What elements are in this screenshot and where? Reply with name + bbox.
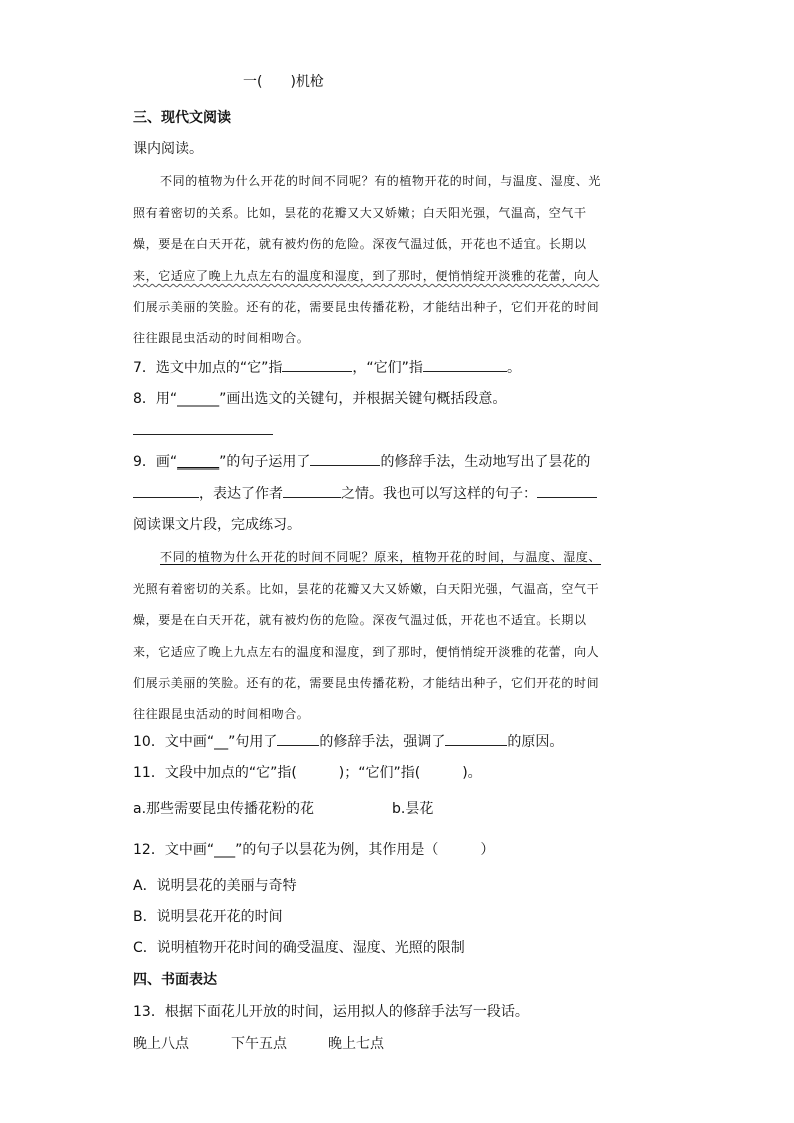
passage1-line-wavy xyxy=(133,270,599,282)
q10-blank-reason[interactable] xyxy=(445,745,507,746)
q7-prefix: 7．选文中加点的“它”指 xyxy=(133,360,283,376)
passage1-line: 不同的植物为什么开花的时间不同呢？有的植物开花的时间，与温度、湿度、光 xyxy=(160,174,602,188)
q10-middle: ”句用了 xyxy=(228,734,278,750)
q10-end: 的原因。 xyxy=(507,734,564,750)
q12-option-b[interactable]: B．说明昙花开花的时间 xyxy=(133,909,283,925)
question-13: 13．根据下面花儿开放的时间，运用拟人的修辞手法写一段话。 xyxy=(133,1004,529,1020)
q9-end: 的修辞手法，生动地写出了昙花的 xyxy=(380,454,591,470)
q12-end: ”的句子以昙花为例，其作用是（ ） xyxy=(235,842,495,858)
q8-answer-line[interactable] xyxy=(133,434,273,435)
q10-blank-rhetoric[interactable] xyxy=(277,745,319,746)
question-7 xyxy=(133,361,521,375)
q9-blank-rhetoric[interactable] xyxy=(310,465,380,466)
question-12 xyxy=(133,843,494,857)
q9-middle: ”的句子运用了 xyxy=(219,454,311,470)
q10-middle-2: 的修辞手法，强调了 xyxy=(319,734,446,750)
passage1-line: 燥，要是在白天开花，就有被灼伤的危险。深夜气温过低，开花也不适宜。长期以 xyxy=(133,237,587,251)
q7-end: 。 xyxy=(506,360,521,376)
q11-option-b[interactable]: b.昙花 xyxy=(392,801,434,817)
passage2-line: 来，它适应了晚上九点左右的温度和湿度，到了那时，便悄悄绽开淡雅的花蕾，向人 xyxy=(133,645,600,659)
subheading-in-class-reading: 课内阅读。 xyxy=(133,141,203,157)
q12-marker: ___ xyxy=(214,842,236,858)
question-9-line-2 xyxy=(133,487,597,501)
passage1-line-text: 来，它适应了晚上九点左右的温度和湿度，到了那时，便悄悄绽开淡雅的花蕾，向人 xyxy=(133,269,600,283)
bloom-time-3: 晚上七点 xyxy=(328,1036,384,1052)
q10-marker: __ xyxy=(214,734,229,750)
passage1-line: 往往跟昆虫活动的时间相吻合。 xyxy=(133,331,310,345)
question-11: 11．文段中加点的“它”指( )；“它们”指( )。 xyxy=(133,765,482,781)
top-fill-item: 一( )机枪 xyxy=(243,74,324,90)
passage2-line: 往往跟昆虫活动的时间相吻合。 xyxy=(133,707,310,721)
question-10 xyxy=(133,735,563,749)
q9-blank-emotion[interactable] xyxy=(283,497,341,498)
subheading-read-excerpt: 阅读课文片段，完成练习。 xyxy=(133,517,301,533)
q9-prefix: 9．画“ xyxy=(133,454,178,470)
passage1-line: 照有着密切的关系。比如，昙花的花瓣又大又娇嫩；白天阳光强，气温高，空气干 xyxy=(133,206,587,220)
passage2-line-underlined xyxy=(160,551,601,563)
q9-l2-end: 之情。我也可以写这样的句子： xyxy=(341,486,537,502)
passage1-line: 们展示美丽的笑脸。还有的花，需要昆虫传播花粉，才能结出种子，它们开花的时间 xyxy=(133,300,600,314)
passage2-line-text: 不同的植物为什么开花的时间不同呢？原来，植物开花的时间，与温度、湿度、 xyxy=(160,550,602,564)
q12-option-c[interactable]: C．说明植物开花时间的确受温度、湿度、光照的限制 xyxy=(133,940,465,956)
question-9-line-1 xyxy=(133,455,590,469)
q9-wavy-marker: ______ xyxy=(177,454,220,470)
q12-prefix: 12．文中画“ xyxy=(133,842,215,858)
q10-prefix: 10．文中画“ xyxy=(133,734,215,750)
q7-answer-blank-1[interactable] xyxy=(282,371,352,372)
section-heading-writing: 四、书面表达 xyxy=(133,972,217,988)
section-heading-reading: 三、现代文阅读 xyxy=(133,110,231,126)
q9-l2-middle: ，表达了作者 xyxy=(199,486,283,502)
passage2-line: 光照有着密切的关系。比如，昙花的花瓣又大又娇嫩，白天阳光强，气温高，空气干 xyxy=(133,582,600,596)
q7-answer-blank-2[interactable] xyxy=(423,371,507,372)
question-8: 8．用“______”画出选文的关键句，并根据关键句概括段意。 xyxy=(133,391,507,407)
bloom-time-1: 晚上八点 xyxy=(133,1036,189,1052)
q7-middle: ，“它们”指 xyxy=(352,360,423,376)
passage2-line: 们展示美丽的笑脸。还有的花，需要昆虫传播花粉，才能结出种子，它们开花的时间 xyxy=(133,676,600,690)
q12-option-a[interactable]: A．说明昙花的美丽与奇特 xyxy=(133,878,297,894)
q9-blank-feature[interactable] xyxy=(133,497,199,498)
bloom-time-2: 下午五点 xyxy=(231,1036,287,1052)
q9-blank-own-sentence[interactable] xyxy=(537,497,597,498)
passage2-line: 燥，要是在白天开花，就有被灼伤的危险。深夜气温过低，开花也不适宜。长期以 xyxy=(133,613,587,627)
q11-option-a[interactable]: a.那些需要昆虫传播花粉的花 xyxy=(133,801,315,817)
